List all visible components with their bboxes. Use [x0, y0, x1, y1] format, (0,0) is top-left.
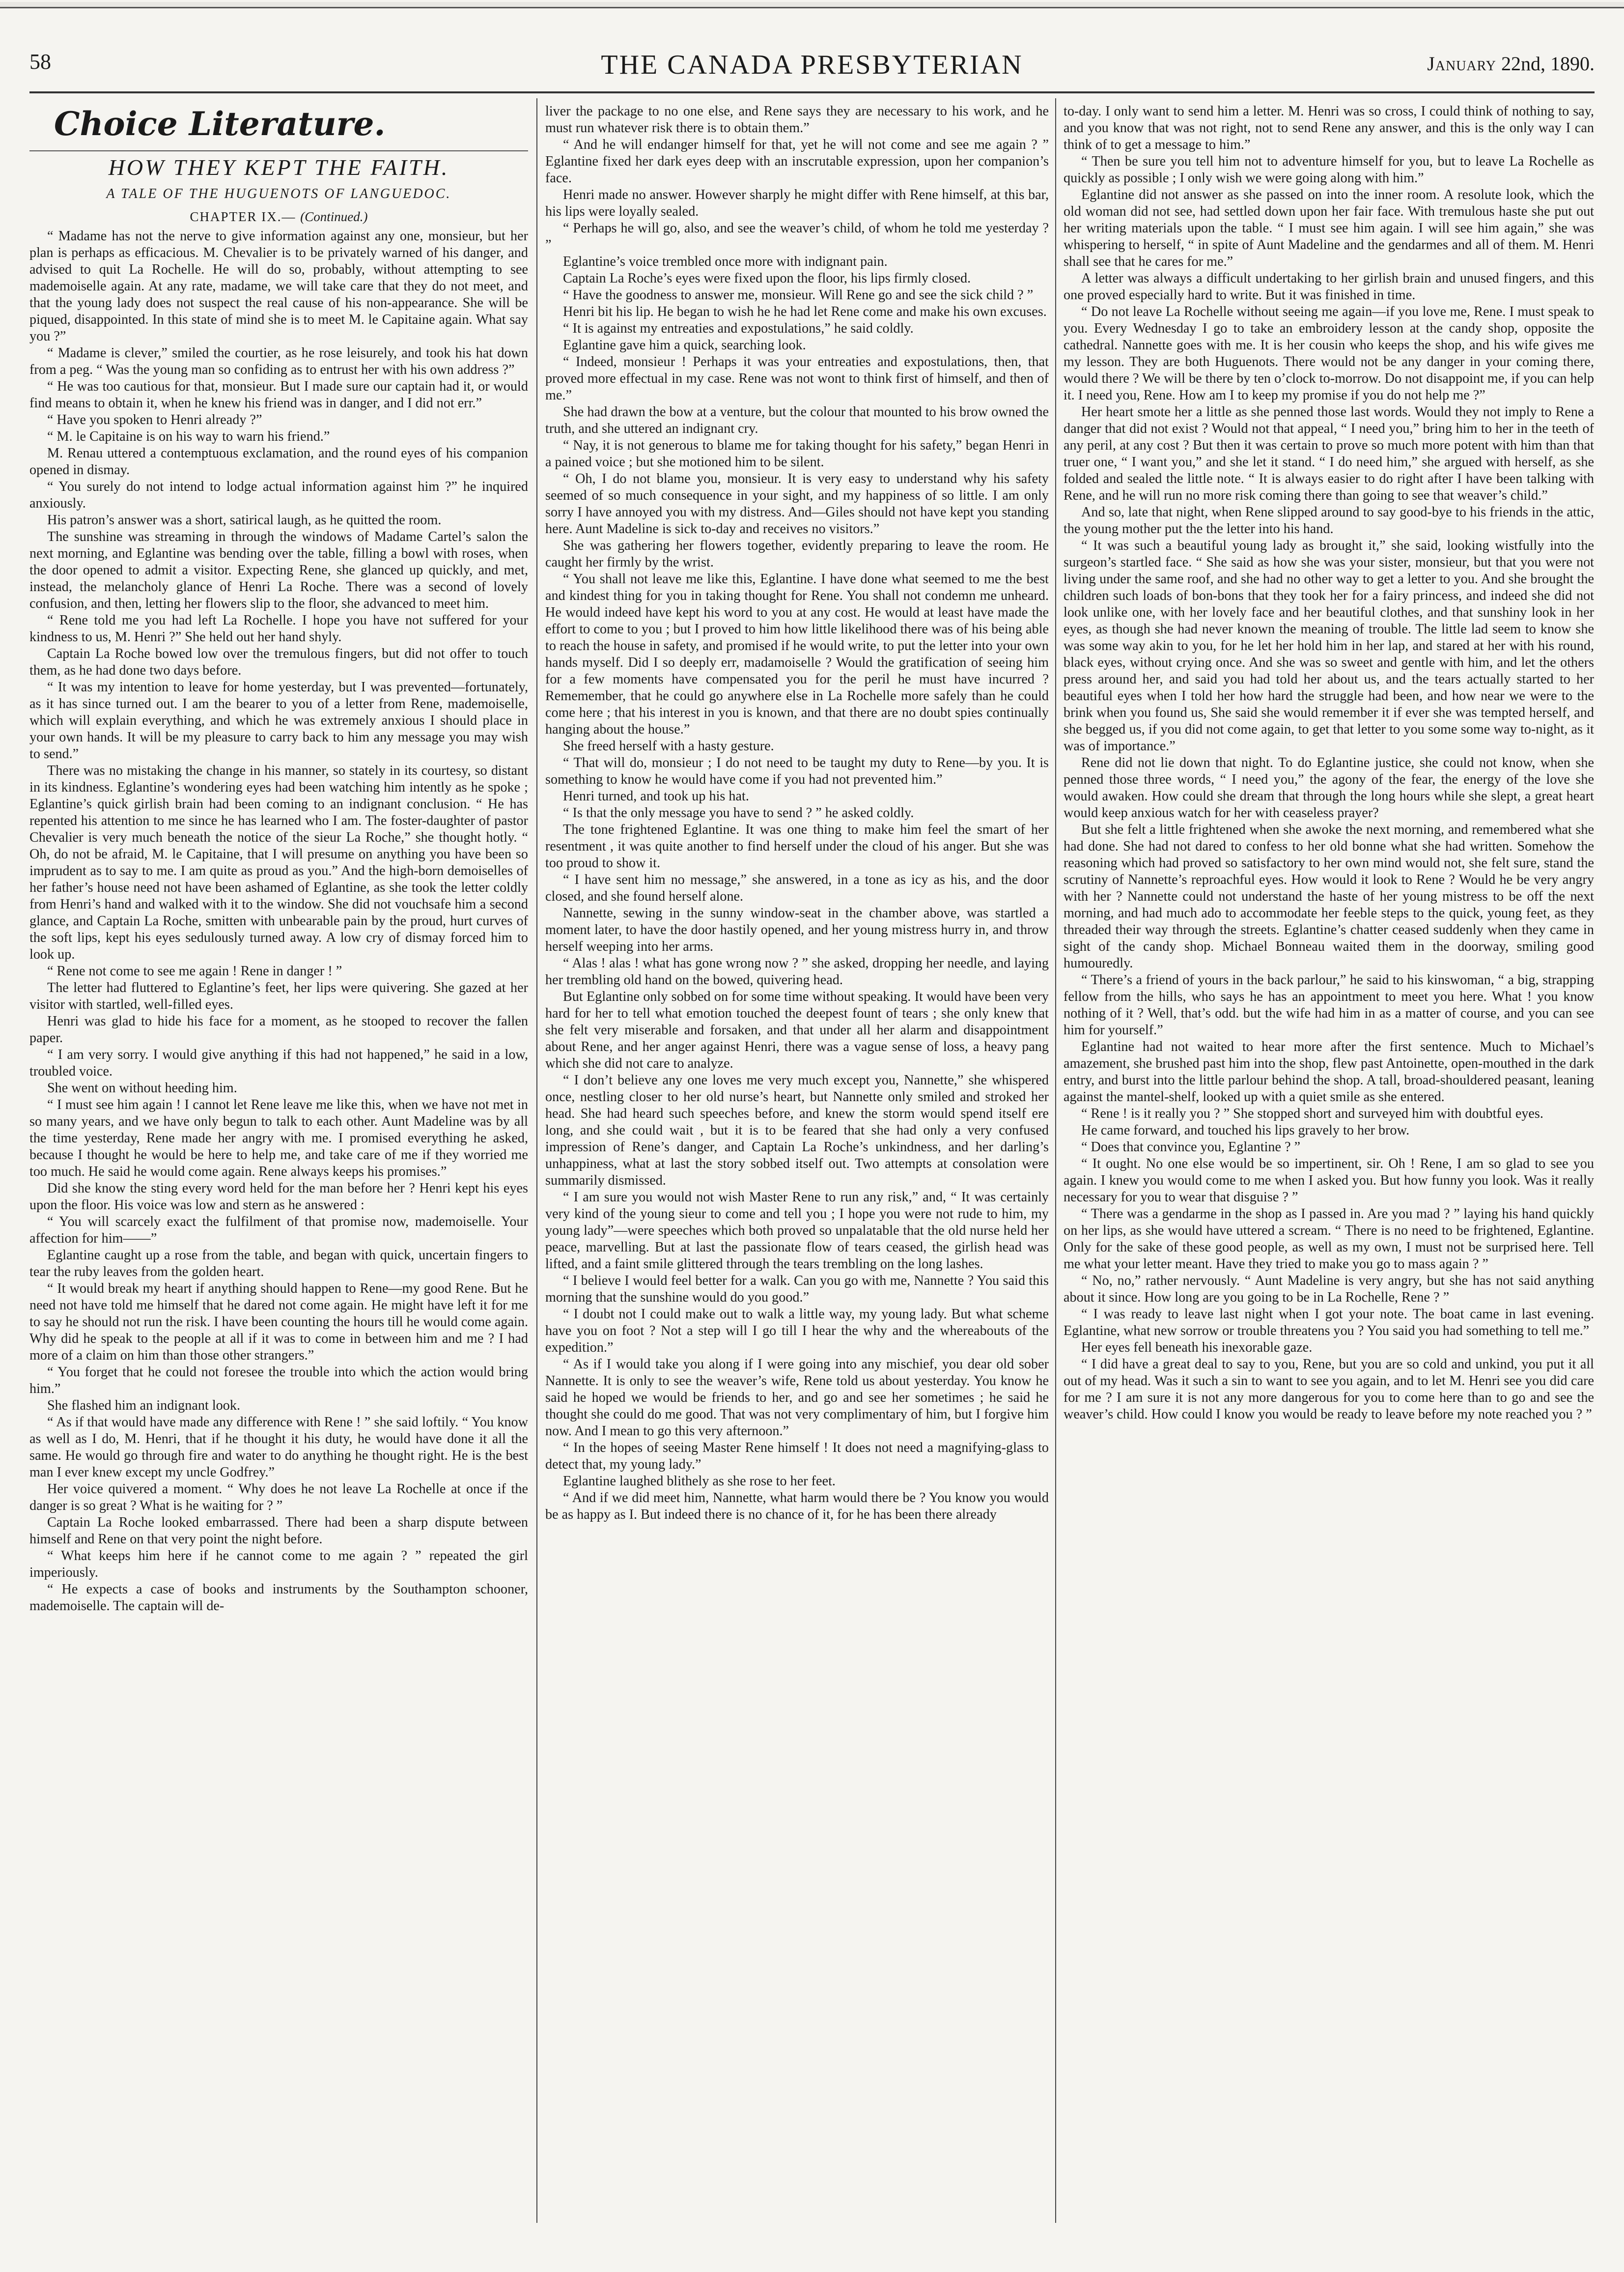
- issue-date: [1427, 52, 1595, 75]
- paragraph: There was no mistaking the change in his manner, so stately in its courtesy, so distant in its kindness. Eglantine’s wondering eyes had been watching him intently as he spoke ; Eglantine’s quick girlish brain had been coming to an indignant conclusion. “ He has repented his attention to me since he has learned who I am. The foster-daughter of pastor Chevalier is very much beneath the notice of the sieur La Roche,” she thought hotly. “ Oh, do not be afraid, M. le Capitaine, that I will presume on anything you have been so imprudent as to say to me. I am quite as proud as you.” And the high-born demoiselles of her father’s house need not have been ashamed of Eglantine, as she took the letter coldly from Henri’s hand and walked with it to the window. She did not vouchsafe him a second glance, and Captain La Roche, smitten with unbearable pain by the proud, hurt curves of the soft lips, kept his eyes sedulously turned away. A low cry of dismay forced him to look up.: [29, 763, 528, 962]
- column-1-text: [29, 228, 528, 1615]
- paragraph: And so, late that night, when Rene slipped around to say good-bye to his friends in the attic, the young mother put the the letter into his hand.: [1064, 505, 1594, 537]
- paragraph: “ I don’t believe any one loves me very much except you, Nannette,” she whispered once, nestling closer to her old nurse’s heart, but Nannette only smiled and stroked her head. She had heard such speeches before, and knew the storm would spend itself ere long, and she could wait , but it is to be feared that she had only a very confused impression of Rene’s danger, and Captain La Roche’s unkindness, and her darling’s unhappiness, what at last the story sobbed itself out. Two attempts at consolation were summarily dismissed.: [545, 1073, 1049, 1188]
- top-border: [0, 2, 1624, 8]
- paragraph: “ He expects a case of books and instruments by the Southampton schooner, mademoiselle. The captain will de-: [29, 1582, 528, 1614]
- paragraph: “ Is that the only message you have to send ? ” he asked coldly.: [563, 805, 914, 821]
- paragraph: But Eglantine only sobbed on for some time without speaking. It would have been very hard for her to tell what emotion touched the deepest fount of tears ; she only knew that she felt very miserable and forsaken, and that under all her alarm and disappointment about Rene, and her anger against Henri, there was a vague sense of loss, a heavy pang which she did not care to analyze.: [545, 989, 1049, 1071]
- paragraph: Eglantine had not waited to hear more after the first sentence. Much to Michael’s amazement, she brushed past him into the shop, flew past Antoinette, open-mouthed in the dark entry, and burst into the little parlour behind the shop. A tall, broad-shouldered peasant, leaning against the mantel-shelf, looked up with a quiet smile as she entered.: [1064, 1039, 1594, 1105]
- paragraph: “ There’s a friend of yours in the back parlour,” he said to his kinswoman, “ a big, strapping fellow from the hills, who says he has an appointment to meet you here. What ! you know nothing of it ? Well, that’s odd. but the wife had him in as a matter of course, and you can see him for yourself.”: [1064, 972, 1594, 1038]
- paragraph: “ I doubt not I could make out to walk a little way, my young lady. But what scheme have you on foot ? Not a step will I go till I hear the why and the whereabouts of the expedition.”: [545, 1306, 1049, 1355]
- paragraph: She went on without heeding him.: [47, 1080, 237, 1096]
- column-2-text: [545, 103, 1049, 1523]
- paragraph: “ What keeps him here if he cannot come to me again ? ” repeated the girl imperiously.: [29, 1548, 528, 1580]
- paragraph: “ Rene not come to see me again ! Rene in danger ! ”: [47, 964, 342, 979]
- paragraph: “ You forget that he could not foresee the trouble into which the action would bring him.”: [29, 1364, 528, 1396]
- paragraph: Captain La Roche’s eyes were fixed upon the floor, his lips firmly closed.: [563, 271, 971, 286]
- paragraph: “ As if that would have made any difference with Rene ! ” she said loftily. “ You know as well as I do, M. Henri, that if he thought it his duty, he would have done it all the same. He would go through fire and water to do anything he thought right. He is the best man I ever knew except my uncle Godfrey.”: [29, 1415, 528, 1480]
- paragraph: Henri made no answer. However sharply he might differ with Rene himself, at this bar, his lips were loyally sealed.: [545, 187, 1049, 219]
- paragraph: Did she know the sting every word held for the man before her ? Henri kept his eyes upon the floor. His voice was low and stern as he answered :: [29, 1181, 528, 1213]
- paragraph: Her heart smote her a little as she penned those last words. Would they not imply to Rene a danger that did not exist ? Would not that appeal, “ I need you,” bring him to her in the teeth of any peril, at any cost ? But then it was certain to prove so much more potent with him than that truer one, “ I want you,” and she let it stand. “ I do need him,” she argued with herself, as she folded and sealed the little note. “ It is always easier to do right after I have been talking with Rene, and he will run no more risk coming there than going to see that weaver’s child.”: [1064, 404, 1594, 503]
- paragraph: “ It was such a beautiful young lady as brought it,” she said, looking wistfully into the surgeon’s startled face. “ She said as how she was your sister, monsieur, but that you were not living under the same roof, and she had no other way to get a letter to you. And she brought the children such loads of bon-bons that they took her for a fairy princess, and indeed she did not look unlike one, with her lovely face and her beautiful clothes, and that sunshiny look in her eyes, as though she had never known the meaning of trouble. The little lad seem to know she was some way akin to you, for he let her hold him in her lap, and stared at her with his round, black eyes, without crying once. And she was so sweet and gentle with him, and let the others press around her, and said you had told her about us, and the tears actually started to her beautiful eyes when I told her how hard the struggle had been, and how near we were to the brink when you found us, She said she would remember it if ever she was tempted herself, and she begged us, if you did not come again, to get that letter to you some some way to-night, as it was of importance.”: [1064, 538, 1594, 754]
- paragraph: “ Do not leave La Rochelle without seeing me again—if you love me, Rene. I must speak to you. Every Wednesday I go to take an embroidery lesson at the candy shop, opposite the cathedral. Nannette goes with me. It is her cousin who keeps the shop, and his wife gives me my lesson. They are both Huguenots. There would not be any danger in your coming there, would there ? We will be there by ten o’clock to-morrow. Do not disappoint me, if you can help it. I need you, Rene. How am I to keep my promise if you do not help me ?”: [1064, 304, 1594, 403]
- paragraph: She flashed him an indignant look.: [47, 1398, 241, 1413]
- story-subtitle: A TALE OF THE HUGUENOTS OF LANGUEDOC.: [106, 186, 451, 201]
- paragraph: Eglantine did not answer as she passed on into the inner room. A resolute look, which the old woman did not see, had settled down upon her fair face. With tremulous haste she put out her writing materials upon the table. “ I must see him again. I will see him again,” she was whispering to herself, “ in spite of Aunt Madeline and the gendarmes and all of them. M. Henri shall see that he cares for me.”: [1064, 187, 1594, 269]
- issue-date-month: January: [1427, 53, 1496, 75]
- paragraph: “ Oh, I do not blame you, monsieur. It is very easy to understand why his safety seemed of so much consequence in your sight, and my happiness of so little. I am only sorry I have annoyed you with my distress. And—Giles should not have kept you standing here. Aunt Madeline is sick to-day and receives no visitors.”: [545, 471, 1049, 537]
- paragraph: But she felt a little frightened when she awoke the next morning, and remembered what she had done. She had not dared to confess to her old bonne what she had written. Somehow the reasoning which had proved so satisfactory to her own mind would not, she felt sure, stand the scrutiny of Nannette’s reproachful eyes. How would it look to Rene ? Would he be very angry with her ? Nannette could not understand the haste of her young mistress to be off the next morning, and had much ado to accommodate her feeble steps to the quick, young feet, as they threaded their way through the streets. Eglantine’s chatter ceased suddenly when they came in sight of the candy shop. Michael Bonneau waited them in the doorway, smiling good humouredly.: [1064, 822, 1594, 971]
- paragraph: Captain La Roche looked embarrassed. There had been a sharp dispute between himself and Rene on that very point the night before.: [29, 1515, 528, 1547]
- paragraph: “ Perhaps he will go, also, and see the weaver’s child, of whom he told me yesterday ? ”: [545, 221, 1049, 253]
- paragraph: Eglantine caught up a rose from the table, and began with quick, uncertain fingers to tear the ruby leaves from the golden heart.: [29, 1248, 528, 1279]
- paragraph: Henri turned, and took up his hat.: [563, 789, 749, 804]
- paragraph: “ I must see him again ! I cannot let Rene leave me like this, when we have not met in so many years, and we have only begun to talk to each other. Aunt Madeline was by all the time yesterday, Rene made her angry with me. I promised everything he asked, because I thought he would be here to help me, and take care of me if they worried me too much. He said he would come again. Rene always keeps his promises.”: [29, 1097, 528, 1179]
- paragraph: Nannette, sewing in the sunny window-seat in the chamber above, was startled a moment later, to have the door hastily opened, and her young mistress hurry in, and throw herself weeping into her arms.: [545, 906, 1049, 954]
- paragraph: “ I am sure you would not wish Master Rene to run any risk,” and, “ It was certainly very kind of the young sieur to come and tell you ; I hope you were not rude to him, my young lady”—were speeches which both proved so unpalatable that the old nurse held her peace, marvelling. But at last the passionate flow of tears ceased, the girlish head was lifted, and a faint smile glittered through the tears trembling on the long lashes.: [545, 1190, 1049, 1272]
- paragraph: “ Madame has not the nerve to give information against any one, monsieur, but her plan is perhaps as efficacious. M. Chevalier is to be privately warned of his danger, and advised to quit La Rochelle. He will do so, probably, without attempting to see mademoiselle again. At any rate, madame, we will take care that they do not meet, and that the young lady does not suspect the real cause of his non-appearance. She will be piqued, disappointed. In this state of mind she is to meet M. le Capitaine again. What say you ?”: [29, 228, 528, 344]
- paragraph: “ He was too cautious for that, monsieur. But I made sure our captain had it, or would find means to obtain it, when he knew his friend was in danger, and I did not err.”: [29, 379, 528, 411]
- paragraph: The letter had fluttered to Eglantine’s feet, her lips were quivering. She gazed at her visitor with startled, well-filled eyes.: [29, 980, 528, 1012]
- paragraph: “ Does that convince you, Eglantine ? ”: [1081, 1139, 1301, 1155]
- paragraph: “ M. le Capitaine is on his way to warn his friend.”: [47, 429, 330, 444]
- page-header: [29, 49, 1595, 84]
- paragraph: “ That will do, monsieur ; I do not need to be taught my duty to Rene—by you. It is something to know he would have come if you had not prevented him.”: [545, 755, 1049, 787]
- paragraph: “ Madame is clever,” smiled the courtier, as he rose leisurely, and took his hat down from a peg. “ Was the young man so confiding as to entrust her with his own address ?”: [29, 345, 528, 377]
- paragraph: “ And if we did meet him, Nannette, what harm would there be ? You know you would be as happy as I. But indeed there is no chance of it, for he has been there already: [545, 1490, 1049, 1522]
- chapter-heading: [29, 208, 528, 225]
- paragraph: “ Have you spoken to Henri already ?”: [47, 412, 262, 427]
- section-title: Choice Literature.: [54, 105, 386, 143]
- paragraph: Captain La Roche bowed low over the tremulous fingers, but did not offer to touch them, as he had done two days before.: [29, 646, 528, 678]
- issue-date-rest: 22nd, 1890.: [1496, 53, 1595, 75]
- story-title: HOW THEY KEPT THE FAITH.: [29, 150, 528, 182]
- paragraph: “ No, no,” rather nervously. “ Aunt Madeline is very angry, but she has not said anything about it since. How long are you going to be in La Rochelle, Rene ? ”: [1064, 1273, 1594, 1305]
- paragraph: “ It would break my heart if anything should happen to Rene—my good Rene. But he need not have told me himself that he dared not come again. He might have left it for me to say he should not run the risk. I have been counting the hours till he would come again. Why did he speak to the people at all if it was to come in between him and me ? I had more of a claim on him than those other strangers.”: [29, 1281, 528, 1363]
- column-2: [545, 103, 1049, 2223]
- paragraph: “ There was a gendarme in the shop as I passed in. Are you mad ? ” laying his hand quickly on her lips, as she would have uttered a scream. “ There is no need to be frightened, Eglantine. Only for the sake of these good people, as well as my own, I must not be surprised here. Tell me what your letter meant. Have they tried to make you go to mass again ? ”: [1064, 1206, 1594, 1272]
- column-3: [1064, 103, 1594, 2223]
- paragraph: His patron’s answer was a short, satirical laugh, as he quitted the room.: [47, 512, 442, 528]
- paragraph: He came forward, and touched his lips gravely to her brow.: [1081, 1123, 1410, 1138]
- paragraph: Eglantine gave him a quick, searching look.: [563, 338, 806, 353]
- paragraph: The sunshine was streaming in through the windows of Madame Cartel’s salon the next morning, and Eglantine was bending over the table, filling a bowl with roses, when the door opened to admit a visitor. Expecting Rene, she glanced up quickly, and met, instead, the melancholy glance of Henri La Roche. There was a second of lovely confusion, and then, letting her flowers slip to the floor, she advanced to meet him.: [29, 529, 528, 611]
- paragraph: “ I was ready to leave last night when I got your note. The boat came in last evening. Eglantine, what new sorrow or trouble threatens you ? You said you had something to tell me.”: [1064, 1306, 1594, 1338]
- column-3-text: [1064, 103, 1594, 1423]
- paragraph: A letter was always a difficult undertaking to her girlish brain and unused fingers, and this one proved especially hard to write. But it was finished in time.: [1064, 271, 1594, 303]
- paragraph: Rene did not lie down that night. To do Eglantine justice, she could not know, when she penned those three words, “ I need you,” the agony of the fear, the energy of the love she would awaken. How could she dream that through the long hours while she slept, a great heart would keep anxious watch for her with ceaseless prayer?: [1064, 755, 1594, 821]
- paragraph: “ I have sent him no message,” she answered, in a tone as icy as his, and the door closed, and she found herself alone.: [545, 872, 1049, 904]
- column-1: [29, 103, 528, 2223]
- paragraph: “ I did have a great deal to say to you, Rene, but you are so cold and unkind, you put it all out of my head. Was it such a sin to want to see you again, and to let M. Henri see you did care for me ? I am sure it is not any more dangerous for you to come here than to go and see the weaver’s child. How could I know you would be ready to leave before my note reached you ? ”: [1064, 1357, 1594, 1422]
- paragraph: “ You will scarcely exact the fulfilment of that promise now, mademoiselle. Your affection for him——”: [29, 1214, 528, 1246]
- paragraph: “ In the hopes of seeing Master Rene himself ! It does not need a magnifying-glass to detect that, my young lady.”: [545, 1440, 1049, 1472]
- paragraph: “ You shall not leave me like this, Eglantine. I have done what seemed to me the best and kindest thing for you in taking thought for Rene. You shall not condemn me unheard. He would indeed have kept his word to you at any cost. He would at least have made the effort to come to you ; but I proved to him how little likelihood there was of his being able to reach the house in safety, and promised if he would write, to put the letter into your own hands myself. Did I so deeply err, madamoiselle ? Would the gratification of seeing him for a few moments have compensated you for the peril he must have incurred ? Rememember, that he could go anywhere else in La Rochelle more safely than he could come here ; that his interest in you is known, and that there are no doubt spies continually hanging about the house.”: [545, 571, 1049, 737]
- chapter-note: (Continued.): [300, 209, 368, 224]
- paragraph: “ And he will endanger himself for that, yet he will not come and see me again ? ” Eglantine fixed her dark eyes deep with an inscrutable expression, upon her companion’s face.: [545, 137, 1049, 186]
- paragraph: M. Renau uttered a contemptuous exclamation, and the round eyes of his companion opened in dismay.: [29, 446, 528, 478]
- paragraph: She was gathering her flowers together, evidently preparing to leave the room. He caught her firmly by the wrist.: [545, 538, 1049, 570]
- paragraph: “ It was my intention to leave for home yesterday, but I was prevented—fortunately, as it has since turned out. I am the bearer to you of a letter from Rene, mademoiselle, which will explain everything, and which he was extremely anxious I should place in your own hands. It will be my pleasure to carry back to him any message you may wish to send.”: [29, 680, 528, 762]
- paragraph: to-day. I only want to send him a letter. M. Henri was so cross, I could think of nothing to say, and you know that was not right, not to send Rene any answer, and this is the only way I can think of to get a message to him.”: [1064, 104, 1594, 152]
- paragraph: “ Rene ! is it really you ? ” She stopped short and surveyed him with doubtful eyes.: [1081, 1106, 1543, 1121]
- column-divider: [536, 98, 537, 2223]
- paragraph: She freed herself with a hasty gesture.: [563, 738, 774, 754]
- paragraph: The tone frightened Eglantine. It was one thing to make him feel the smart of her resentment , it was quite another to find herself under the cloud of his anger. But she was too proud to show it.: [545, 822, 1049, 871]
- paragraph: “ Have the goodness to answer me, monsieur. Will Rene go and see the sick child ? ”: [563, 287, 1034, 303]
- column-divider: [1055, 98, 1056, 2223]
- publication-title: THE CANADA PRESBYTERIAN: [601, 50, 1023, 80]
- paragraph: Her eyes fell beneath his inexorable gaze.: [1081, 1340, 1313, 1355]
- paragraph: “ It ought. No one else would be so impertinent, sir. Oh ! Rene, I am so glad to see you again. I knew you would come to me when I asked you. But how funny you look. Was it really necessary for you to wear that disguise ? ”: [1064, 1156, 1594, 1205]
- paragraph: “ I believe I would feel better for a walk. Can you go with me, Nannette ? You said this morning that the sunshine would do you good.”: [545, 1273, 1049, 1305]
- paragraph: “ Nay, it is not generous to blame me for taking thought for his safety,” began Henri in a pained voice ; but she motioned him to be silent.: [545, 438, 1049, 470]
- paragraph: “ I am very sorry. I would give anything if this had not happened,” he said in a low, troubled voice.: [29, 1047, 528, 1079]
- paragraph: “ Then be sure you tell him not to adventure himself for you, but to leave La Rochelle as quickly as possible ; I only wish we were going along with him.”: [1064, 154, 1594, 186]
- paragraph: “ As if I would take you along if I were going into any mischief, you dear old sober Nannette. It is only to see the weaver’s wife, Rene told us about yesterday. You know he said he hoped we would be friends to her, and go and see her sometimes ; he said he thought she could do me good. That was not very complimentary of him, but I forgive him now. And I mean to go this very afternoon.”: [545, 1357, 1049, 1439]
- paragraph: “ Alas ! alas ! what has gone wrong now ? ” she asked, dropping her needle, and laying her trembling old hand on the bowed, quivering head.: [545, 956, 1049, 988]
- paragraph: “ It is against my entreaties and expostulations,” he said coldly.: [563, 321, 914, 336]
- paragraph: Eglantine laughed blithely as she rose to her feet.: [563, 1474, 836, 1489]
- header-rule: [29, 91, 1595, 93]
- page-number: 58: [29, 50, 51, 74]
- paragraph: She had drawn the bow at a venture, but the colour that mounted to his brow owned the truth, and she uttered an indignant cry.: [545, 404, 1049, 436]
- paragraph: “ Indeed, monsieur ! Perhaps it was your entreaties and expostulations, then, that proved more effectual in my case. Rene was not wont to think first of himself, and then of me.”: [545, 354, 1049, 403]
- paragraph: “ You surely do not intend to lodge actual information against him ?” he inquired anxiously.: [29, 479, 528, 511]
- paragraph: Her voice quivered a moment. “ Why does he not leave La Rochelle at once if the danger is so great ? What is he waiting for ? ”: [29, 1481, 528, 1513]
- paragraph: Eglantine’s voice trembled once more with indignant pain.: [563, 254, 888, 269]
- chapter-number: CHAPTER IX.—: [190, 209, 296, 224]
- paragraph: Henri was glad to hide his face for a moment, as he stooped to recover the fallen paper.: [29, 1014, 528, 1046]
- paragraph: Henri bit his lip. He began to wish he he had let Rene come and make his own excuses.: [563, 304, 1047, 319]
- paragraph: “ Rene told me you had left La Rochelle. I hope you have not suffered for your kindness to us, M. Henri ?” She held out her hand shyly.: [29, 613, 528, 645]
- paragraph: liver the package to no one else, and Rene says they are necessary to his work, and he must run whatever risk there is to obtain them.”: [545, 104, 1049, 136]
